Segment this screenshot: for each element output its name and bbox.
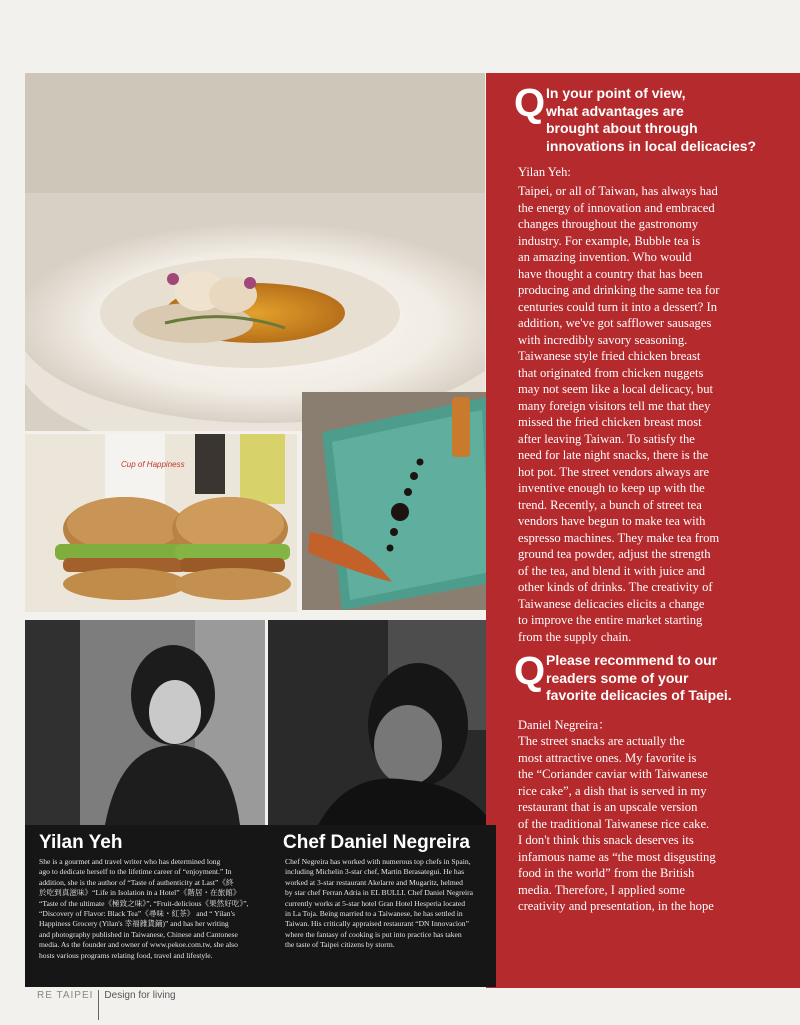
footer-divider: [98, 990, 99, 1020]
yilan-portrait-illustration: [25, 620, 265, 825]
yilan-yeh-portrait: [25, 620, 265, 825]
answer-2-text: The street snacks are actually the most attractive ones. My favorite is the “Coriander caviar with Taiwanese rice cake”, a dish that is served in my restaurant that is an upscale version of the traditional Taiwanese rice cake. I don't think this snack deserves its infamous name as “the most disgusting food in the world” from the British media. Therefore, I applied some creativity and presentation, in the hope: [518, 734, 716, 913]
caviar-illustration: [302, 392, 496, 610]
question-2-text: Please recommend to our readers some of your favorite delicacies of Taipei.: [546, 652, 732, 703]
question-1-mark: Q: [514, 81, 546, 125]
daniel-name: Chef Daniel Negreira: [283, 832, 470, 853]
daniel-bio: Chef Negreira has worked with numerous top chefs in Spain, including Michelin 3-star chef, Martin Berasategui. He has worked at 3-star restaurant Akelarre and Mugaritz, helmed by star chef Ferran Adria in EL BULLI. Chef Daniel Negreira currently works at 5-star hotel Gran Hotel Hesperia located in La Toja. Being married to a Taiwanese, he has settled in Taiwan. His critically appraised restaurant “DN Innovacion” where the fantasy of cooking is put into practice has taken the taste of Taipei citizens by storm.: [285, 857, 474, 950]
interview-column: [486, 73, 800, 988]
plated-fish-illustration: [25, 73, 485, 431]
dish-photo: [25, 73, 485, 431]
bio-strip: [25, 825, 496, 987]
page-footer: [37, 990, 176, 1004]
burgers-photo: [25, 434, 297, 612]
magazine-name: RE TAIPEI: [37, 990, 94, 1001]
cup-label: Cup of Happiness: [121, 460, 185, 469]
yilan-bio: She is a gourmet and travel writer who has determined long ago to dedicate herself to the lifetime career of “enjoyment.” In addition, she is the author of “Taste of authenticity at Last”《終 於吃到真滋味》“Life in Isolation in a Hotel”《階居・在旅館》 “Taste of the ultimate《極致之味》”, “Fruit-delicious《果然好吃》”, “Discovery of Flavor: Black Tea”《尋味・紅茶》 and “ Yilan's Happiness Grocery (Yilan's 幸福雜貨鋪)” and has her writing and photography published in Taiwanese, Chinese and Cantonese media. As the founder and owner of www.pekoe.com.tw, she also hosts various programs relating food, travel and lifestyle.: [39, 857, 249, 960]
caviar-dish-photo: [302, 392, 496, 610]
answer-2-speaker: Daniel Negreira：: [518, 718, 611, 732]
answer-1-text: Taipei, or all of Taiwan, has always had the energy of innovation and embraced changes throughout the gastronomy industry. For example, Bubble tea is an amazing invention. Who would have thought a country that has been producing and drinking the same tea for centuries could turn it into a dessert? In addition, we've got safflower sausages with incredibly savory seasoning. Taiwanese style fried chicken breast that originated from chicken nuggets may not seem like a local delicacy, but many foreign visitors tell me that they missed the fried chicken breast most after leaving Taiwan. To satisfy the need for late night snacks, there is the hot pot. The street vendors always are inventive enough to keep up with the trend. Recently, a bunch of street tea vendors have begun to make tea with espresso machines. They make tea from ground tea powder, adjust the strength of the tea, and blend it with juice and other kinds of drinks. The creativity of Taiwanese delicacies elicits a change to improve the entire market starting from the supply chain.: [518, 184, 720, 644]
yilan-name: Yilan Yeh: [39, 832, 123, 853]
question-1-text: In your point of view, what advantages are brought about through innovations in local delicacies?: [546, 85, 757, 154]
question-2-mark: Q: [514, 649, 546, 693]
answer-1-speaker: Yilan Yeh:: [518, 165, 571, 179]
daniel-negreira-portrait: [268, 620, 496, 825]
daniel-portrait-illustration: [268, 620, 496, 825]
section-name: Design for living: [104, 990, 176, 1001]
